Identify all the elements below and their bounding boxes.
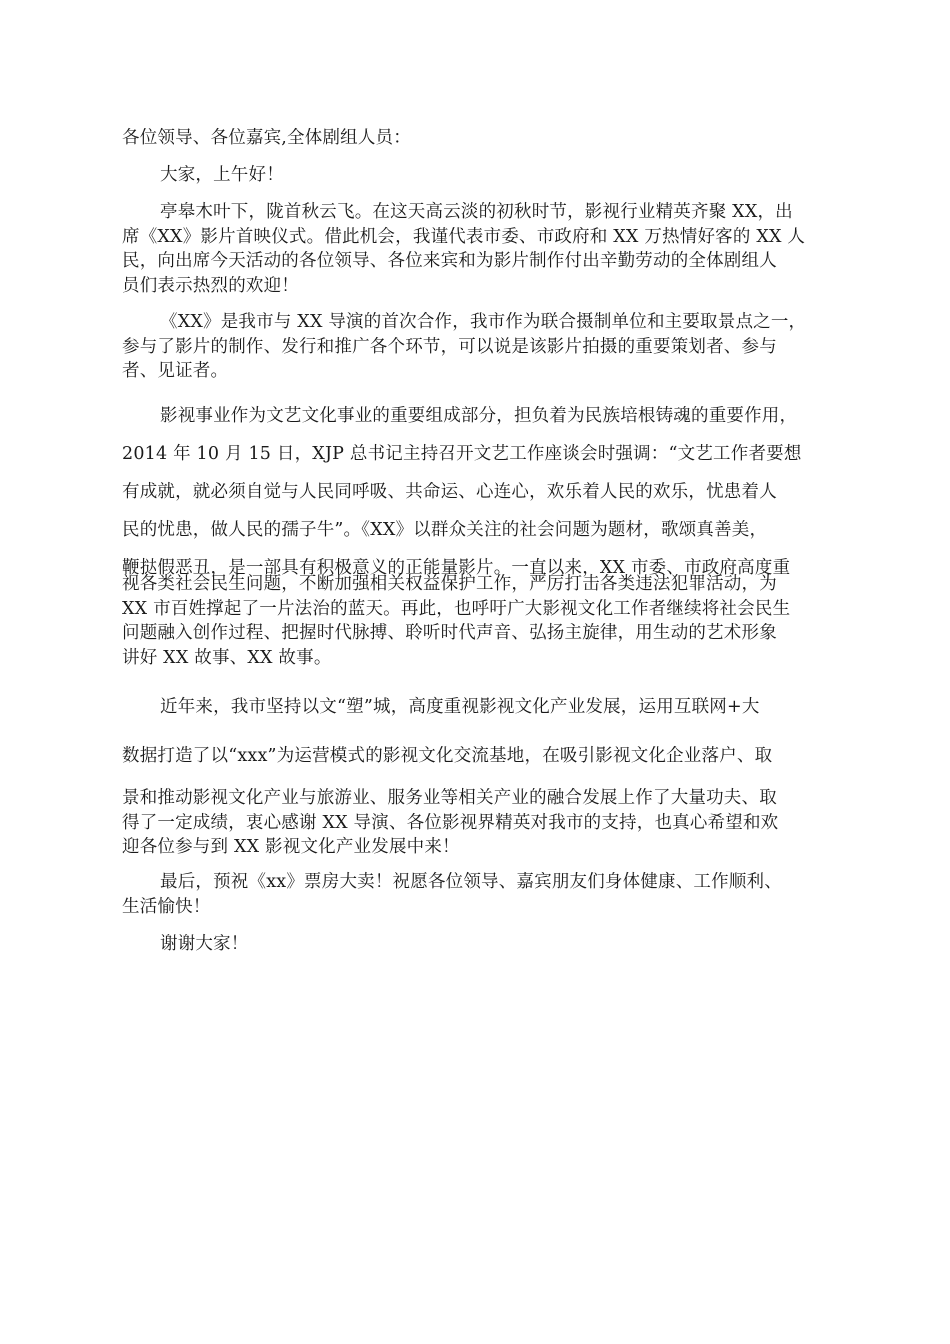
text-line: 最后，预祝《xx》票房大卖！祝愿各位领导、嘉宾朋友们身体健康、工作顺利、 xyxy=(160,872,782,892)
greeting-line: 大家，上午好！ xyxy=(160,165,284,185)
text-line: 员们表示热烈的欢迎！ xyxy=(122,275,299,296)
text-line: 参与了影片的制作、发行和推广各个环节，可以说是该影片拍摄的重要策划者、参与 xyxy=(122,336,777,357)
text-line: 亭皋木叶下，陇首秋云飞。在这天高云淡的初秋时节，影视行业精英齐聚 XX，出 xyxy=(160,202,793,222)
text-line: 得了一定成绩，衷心感谢 XX 导演、各位影视界精英对我市的支持，也真心希望和欢 xyxy=(122,812,779,833)
paragraph-best-wishes xyxy=(122,870,834,919)
text-line: 民，向出席今天活动的各位领导、各位来宾和为影片制作付出辛勤劳动的全体剧组人 xyxy=(122,251,777,271)
paragraph-industry xyxy=(122,397,834,587)
paragraph-recent-years-line2 xyxy=(122,744,834,769)
text-line: 近年来，我市坚持以文“塑”城，高度重视影视文化产业发展，运用互联网+大 xyxy=(160,697,760,717)
text-line: 鞭挞假恶丑，是一部具有积极意义的正能量影片。一直以来，XX 市委、市政府高度重 xyxy=(122,558,791,578)
text-line: 讲好 XX 故事、XX 故事。 xyxy=(122,647,332,668)
greeting xyxy=(122,163,834,188)
text-line: 《XX》是我市与 XX 导演的首次合作，我市作为联合摄制单位和主要取景点之一， xyxy=(160,312,807,332)
salutation xyxy=(122,126,834,151)
text-line: 影视事业作为文艺文化事业的重要组成部分，担负着为民族培根铸魂的重要作用， xyxy=(160,406,798,426)
text-line: 视各类社会民生问题，不断加强相关权益保护工作，严厉打击各类违法犯罪活动，为 xyxy=(122,574,777,594)
text-line: 数据打造了以“xxx”为运营模式的影视文化交流基地，在吸引影视文化企业落户、取 xyxy=(122,746,773,766)
paragraph-cooperation xyxy=(122,310,834,384)
text-line: 景和推动影视文化产业与旅游业、服务业等相关产业的融合发展上作了大量功夫、取 xyxy=(122,788,777,808)
text-line: 民的忧患，做人民的孺子牛”。《XX》以群众关注的社会问题为题材，歌颂真善美， xyxy=(122,520,768,540)
closing xyxy=(122,932,834,957)
text-line: 有成就，就必须自觉与人民同呼吸、共命运、心连心，欢乐着人民的欢乐，忧患着人 xyxy=(122,482,777,502)
text-line: 者、见证者。 xyxy=(122,361,229,381)
text-line: 生活愉快！ xyxy=(122,896,211,917)
paragraph-welcome xyxy=(122,200,834,298)
text-line: 问题融入创作过程、把握时代脉搏、聆听时代声音、弘扬主旋律，用生动的艺术形象 xyxy=(122,623,777,643)
text-line: 席《XX》影片首映仪式。借此机会，我谨代表市委、市政府和 XX 万热情好客的 XX 人 xyxy=(122,226,806,247)
paragraph-industry-continued xyxy=(122,572,834,670)
text-line: 2014 年 10 月 15 日，XJP 总书记主持召开文艺工作座谈会时强调：“文艺工作者要想 xyxy=(122,444,802,464)
paragraph-recent-years-continued xyxy=(122,786,834,860)
text-line: XX 市百姓撑起了一片法治的蓝天。再此，也呼吁广大影视文化工作者继续将社会民生 xyxy=(122,598,791,619)
text-line: 迎各位参与到 XX 影视文化产业发展中来！ xyxy=(122,837,460,857)
closing-line: 谢谢大家！ xyxy=(160,934,249,954)
paragraph-recent-years xyxy=(122,695,834,720)
salutation-line: 各位领导、各位嘉宾,全体剧组人员： xyxy=(122,128,411,148)
